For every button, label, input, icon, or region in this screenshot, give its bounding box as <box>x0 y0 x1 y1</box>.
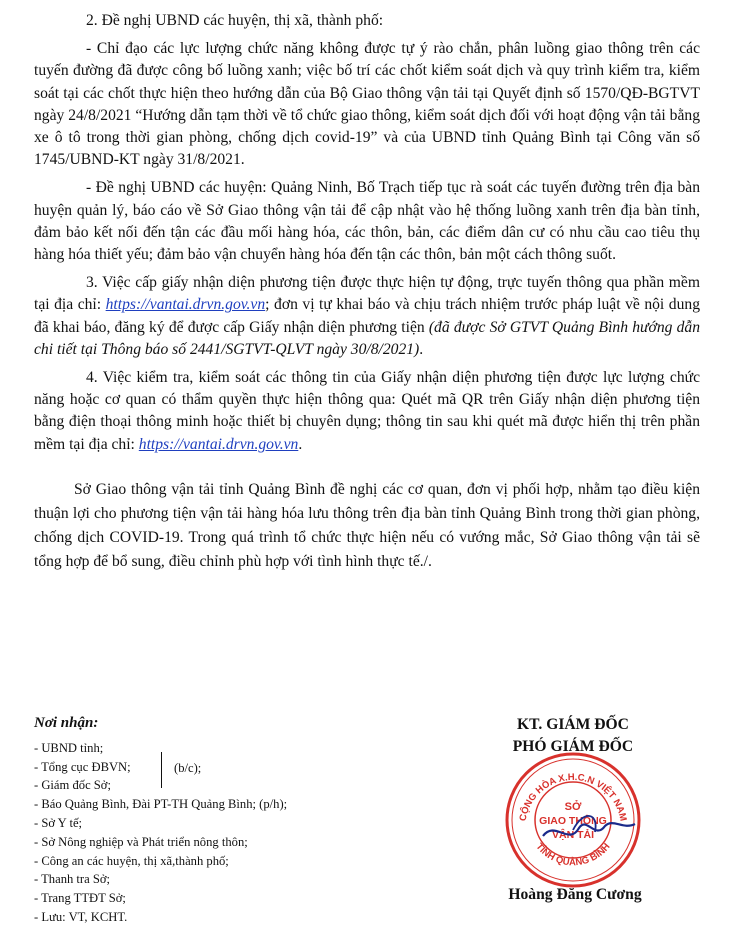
p3-end: . <box>419 340 424 358</box>
paragraph-3 <box>34 272 700 361</box>
paragraph-2b: - Đề nghị UBND các huyện: Quảng Ninh, Bố Trạch tiếp tục rà soát các tuyến đường trên địa bàn huyện quản lý, báo cáo về Sở Giao thông vận tải để cập nhật vào hệ thống luồng xanh trên địa bàn tỉnh, đảm bảo kết nối đến tận các đầu mối hàng hóa, các thôn, bản, các điểm dân cư có nhu cầu cao tiêu thụ hàng hóa thiết yếu; đảm bảo vận chuyển hàng hóa đến tận các thôn, bản một cách thông suốt. <box>34 179 700 264</box>
official-seal-icon <box>503 750 643 890</box>
p3-italic-note: (đã được Sở GTVT Quảng Bình hướng dẫn chi tiết tại Thông báo số 2441/SGTVT-QLVT ngày 30/8/2021) <box>34 318 700 358</box>
seal-center-line-3: VẬN TẢI <box>552 829 594 841</box>
recipients-block <box>34 714 454 927</box>
seal-center-line-2: GIAO THÔNG <box>539 815 607 827</box>
recipients-title: Nơi nhận: <box>34 715 99 731</box>
recipient-bracket <box>157 752 162 788</box>
signer-name: Hoàng Đăng Cương <box>508 886 642 903</box>
p4-end: . <box>298 435 303 453</box>
vantai-link-2[interactable]: https://vantai.drvn.gov.vn <box>138 435 299 453</box>
paragraph-4 <box>34 367 700 456</box>
recipient-item: - UBND tỉnh; <box>34 740 104 755</box>
recipient-item: - Giám đốc Sở; <box>34 778 111 793</box>
recipient-item: - Tổng cục ĐBVN; <box>34 759 131 774</box>
paragraph-2a: - Chỉ đạo các lực lượng chức năng không được tự ý rào chắn, phân luồng giao thông trên các tuyến đường đã được công bố luồng xanh; việc bố trí các chốt kiểm soát dịch và quy trình kiểm tra, kiểm soát tại các chốt thực hiện theo hướng dẫn của Bộ Giao thông vận tải tại Quyết định số 1570/QĐ-BGTVT ngày 24/8/2021 “Hướng dẫn tạm thời về tổ chức giao thông, kiểm soát dịch đối với hoạt động vận tải bằng xe ô tô trong thời gian phòng, chống dịch covid-19” và của UBND tỉnh Quảng Bình tại Công văn số 1745/UBND-KT ngày 31/8/2021. <box>34 40 700 169</box>
bc-note: (b/c); <box>174 761 202 775</box>
recipient-item: - Công an các huyện, thị xã,thành phố; <box>34 853 229 868</box>
recipient-item: - Lưu: VT, KCHT. <box>34 909 128 924</box>
recipient-item: - Trang TTĐT Sở; <box>34 891 126 906</box>
signature-line-2: PHÓ GIÁM ĐỐC <box>512 738 634 755</box>
recipient-item: - Báo Quảng Bình, Đài PT-TH Quảng Bình; (p/h); <box>34 797 288 812</box>
document-body <box>34 10 700 580</box>
p3-text-b: ; đơn vị tự khai báo và chịu trách nhiệm trước pháp luật về nội dung đã khai báo, đăng ký để được cấp Giấy nhận diện phương tiện <box>34 296 700 336</box>
p3-text-a: 3. Việc cấp giấy nhận diện phương tiện được thực hiện tự động, trực tuyến thông qua phần mềm tại địa chỉ: <box>34 274 700 314</box>
paragraph-2-heading: 2. Đề nghị UBND các huyện, thị xã, thành phố: <box>86 12 384 29</box>
closing-paragraph: Sở Giao thông vận tải tỉnh Quảng Bình đề nghị các cơ quan, đơn vị phối hợp, nhằm tạo điều kiện thuận lợi cho phương tiện vận tải hàng hóa lưu thông trên địa bàn tỉnh Quảng Bình trong thời gian phòng, chống dịch COVID-19. Trong quá trình tổ chức thực hiện nếu có vướng mắc, Sở Giao thông vận tải sẽ tổng hợp để bổ sung, điều chỉnh phù hợp với tình hình thực tế./. <box>34 480 700 570</box>
p4-text: 4. Việc kiểm tra, kiểm soát các thông tin của Giấy nhận diện phương tiện được lực lượng chức năng hoặc cơ quan có thẩm quyền thực hiện thông qua: Quét mã QR trên Giấy nhận diện phương tiện bằng điện thoại thông minh hoặc thiết bị chuyên dụng; thông tin sau khi quét mã được hiển thị trên phần mềm tại địa chỉ: <box>34 369 700 453</box>
seal-center-line-1: SỞ <box>564 801 582 813</box>
vantai-link[interactable]: https://vantai.drvn.gov.vn <box>105 296 266 314</box>
seal-bottom-text: TỈNH QUẢNG BÌNH <box>533 841 613 869</box>
seal-ring-text: CỘNG HÒA X.H.C.N VIỆT NAM <box>517 771 629 823</box>
recipient-list <box>34 739 454 927</box>
signature-line-1: KT. GIÁM ĐỐC <box>517 716 629 733</box>
recipient-item: - Thanh tra Sở; <box>34 872 111 887</box>
recipient-item: - Sở Nông nghiệp và Phát triển nông thôn; <box>34 834 248 849</box>
recipient-item: - Sở Y tế; <box>34 815 83 830</box>
